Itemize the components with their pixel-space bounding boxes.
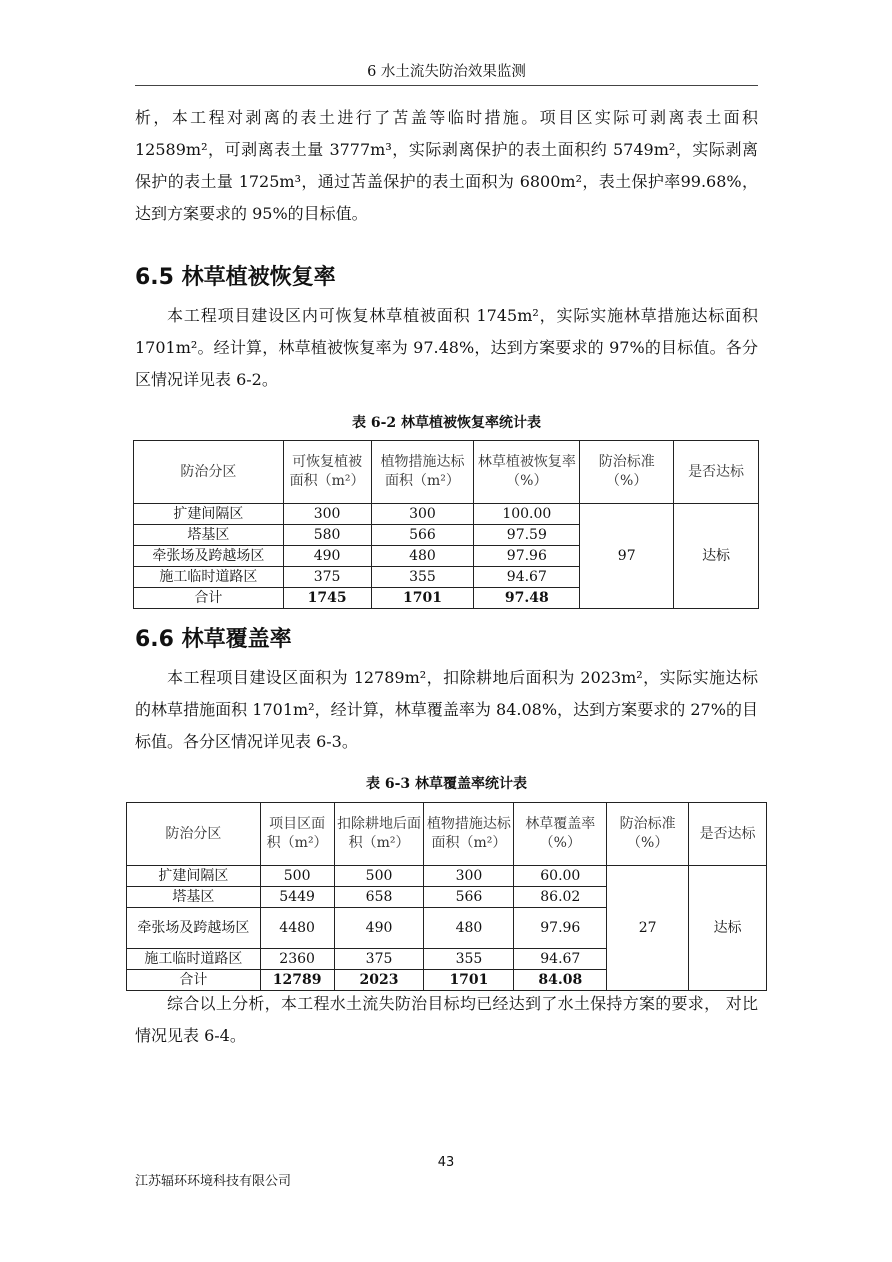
zone-cell: 合计 [134, 588, 284, 609]
zone-cell: 塔基区 [134, 525, 284, 546]
header-cell: 项目区面积（m²） [260, 803, 334, 866]
zone-cell: 扩建间隔区 [127, 866, 261, 887]
header-cell: 林草覆盖率（%） [514, 803, 607, 866]
header-cell: 是否达标 [689, 803, 767, 866]
total-cell: 1701 [424, 970, 514, 991]
zone-cell: 牵张场及跨越场区 [127, 908, 261, 949]
header-cell: 植物措施达标面积（m²） [424, 803, 514, 866]
zone-cell: 施工临时道路区 [127, 949, 261, 970]
value-cell: 97.59 [474, 525, 580, 546]
value-cell: 500 [260, 866, 334, 887]
header-cell: 防治标准（%） [607, 803, 689, 866]
table-6-2 [133, 440, 759, 609]
value-cell: 4480 [260, 908, 334, 949]
value-cell: 300 [283, 504, 371, 525]
header-cell: 扣除耕地后面积（m²） [334, 803, 424, 866]
standard-cell: 27 [607, 866, 689, 991]
zone-cell: 合计 [127, 970, 261, 991]
value-cell: 375 [283, 567, 371, 588]
result-cell: 达标 [674, 504, 759, 609]
total-cell: 12789 [260, 970, 334, 991]
value-cell: 490 [334, 908, 424, 949]
table-6-2-caption: 表 6-2 林草植被恢复率统计表 [351, 415, 542, 431]
table-header-row [127, 803, 767, 866]
header-cell: 防治分区 [134, 441, 284, 504]
value-cell: 580 [283, 525, 371, 546]
value-cell: 2360 [260, 949, 334, 970]
value-cell: 94.67 [514, 949, 607, 970]
total-cell: 1745 [283, 588, 371, 609]
value-cell: 490 [283, 546, 371, 567]
section-heading-6-6: 6.6 林草覆盖率 [135, 627, 292, 652]
table-6-3-caption: 表 6-3 林草覆盖率统计表 [365, 776, 528, 792]
value-cell: 355 [424, 949, 514, 970]
value-cell: 480 [424, 908, 514, 949]
paragraph-vegetation-coverage: 本工程项目建设区面积为 12789m²，扣除耕地后面积为 2023m²，实际实施达标的林草措施面积 1701m²，经计算，林草覆盖率为 84.08%，达到方案要求的 27%的目标值。各分区情况详见表 6-3。 [135, 668, 758, 751]
value-cell: 500 [334, 866, 424, 887]
total-cell: 97.48 [474, 588, 580, 609]
zone-cell: 扩建间隔区 [134, 504, 284, 525]
value-cell: 480 [371, 546, 474, 567]
zone-cell: 施工临时道路区 [134, 567, 284, 588]
header-cell: 防治分区 [127, 803, 261, 866]
value-cell: 97.96 [474, 546, 580, 567]
zone-cell: 塔基区 [127, 887, 261, 908]
total-cell: 1701 [371, 588, 474, 609]
paragraph-vegetation-recovery: 本工程项目建设区内可恢复林草植被面积 1745m²，实际实施林草措施达标面积 1701m²。经计算，林草植被恢复率为 97.48%，达到方案要求的 97%的目标值。各分区情况详见表 6-2。 [135, 306, 758, 389]
value-cell: 94.67 [474, 567, 580, 588]
page-number: 43 [437, 1155, 455, 1170]
header-cell: 防治标准（%） [580, 441, 674, 504]
value-cell: 97.96 [514, 908, 607, 949]
value-cell: 60.00 [514, 866, 607, 887]
table-row [127, 866, 767, 887]
table-header-row [134, 441, 759, 504]
value-cell: 566 [424, 887, 514, 908]
footer-company: 江苏辐环环境科技有限公司 [135, 1174, 292, 1189]
page-header: 6 水土流失防治效果监测 [135, 60, 758, 86]
value-cell: 86.02 [514, 887, 607, 908]
value-cell: 5449 [260, 887, 334, 908]
total-cell: 2023 [334, 970, 424, 991]
value-cell: 566 [371, 525, 474, 546]
paragraph-topsoil: 析，本工程对剥离的表土进行了苫盖等临时措施。项目区实际可剥离表土面积12589m²，可剥离表土量 3777m³，实际剥离保护的表土面积约 5749m²，实际剥离保护的表土量 1725m³，通过苫盖保护的表土面积为 6800m²，表土保护率99.68%，达到方案要求的 95%的目标值。 [135, 108, 758, 223]
header-cell: 可恢复植被面积（m²） [283, 441, 371, 504]
value-cell: 100.00 [474, 504, 580, 525]
header-cell: 植物措施达标面积（m²） [371, 441, 474, 504]
standard-cell: 97 [580, 504, 674, 609]
value-cell: 300 [371, 504, 474, 525]
header-cell: 林草植被恢复率（%） [474, 441, 580, 504]
table-6-3 [126, 802, 767, 991]
header-cell: 是否达标 [674, 441, 759, 504]
value-cell: 658 [334, 887, 424, 908]
section-heading-6-5: 6.5 林草植被恢复率 [135, 265, 336, 290]
total-cell: 84.08 [514, 970, 607, 991]
value-cell: 300 [424, 866, 514, 887]
table-row [134, 504, 759, 525]
value-cell: 375 [334, 949, 424, 970]
value-cell: 355 [371, 567, 474, 588]
zone-cell: 牵张场及跨越场区 [134, 546, 284, 567]
paragraph-summary: 综合以上分析，本工程水土流失防治目标均已经达到了水土保持方案的要求， 对比情况见表 6-4。 [135, 994, 758, 1045]
result-cell: 达标 [689, 866, 767, 991]
